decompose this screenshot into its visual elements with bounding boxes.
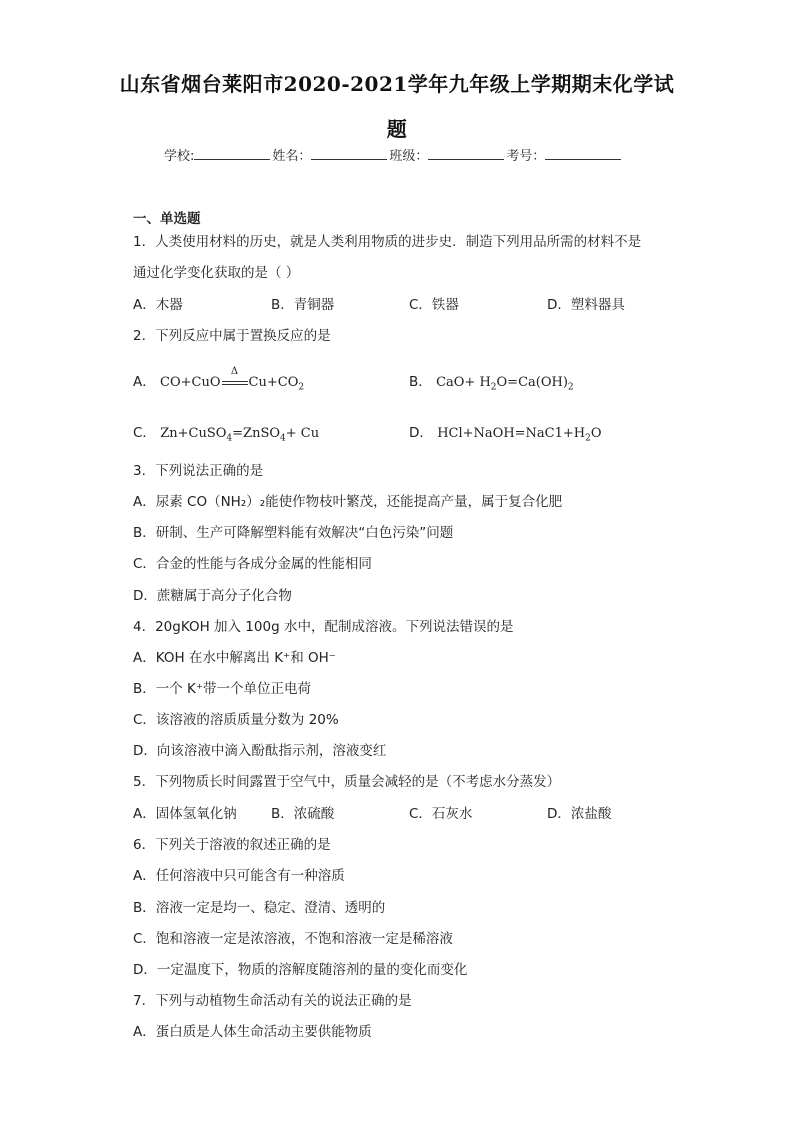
q4-option-c[interactable]: C．该溶液的溶质质量分数为 20%	[133, 712, 339, 728]
q6-stem: 6．下列关于溶液的叙述正确的是	[133, 837, 331, 853]
q2-d-formula: $HCl+NaOH=NaC1+H_2O$	[437, 426, 602, 444]
q6-option-d[interactable]: D．一定温度下，物质的溶解度随溶剂的量的变化而变化	[133, 962, 468, 978]
page-title-line1: 山东省烟台莱阳市2020-2021学年九年级上学期期末化学试	[119, 72, 675, 96]
q2-a-formula: CO+CuO Δ $Cu+CO_2$	[160, 366, 305, 393]
q2-stem: 2．下列反应中属于置换反应的是	[133, 328, 331, 344]
q6-option-c[interactable]: C．饱和溶液一定是浓溶液，不饱和溶液一定是稀溶液	[133, 931, 453, 947]
q5-option-c[interactable]: C．石灰水	[409, 806, 473, 822]
q2-c-label: C．	[133, 425, 156, 441]
number-field[interactable]	[545, 145, 621, 160]
q4-stem: 4．20gKOH 加入 100g 水中，配制成溶液。下列说法错误的是	[133, 619, 514, 635]
q2-option-c[interactable]	[133, 423, 319, 449]
q1-stem-line1: 1．人类使用材料的历史，就是人类利用物质的进步史．制造下列用品所需的材料不是	[133, 234, 642, 250]
q3-option-c[interactable]: C．合金的性能与各成分金属的性能相同	[133, 556, 372, 572]
class-field[interactable]	[428, 145, 504, 160]
q1-option-c[interactable]: C．铁器	[409, 297, 459, 313]
class-label: 班级：	[389, 149, 429, 164]
q2-b-formula: $CaO+ H_2O=Ca(OH)_2$	[436, 375, 574, 393]
name-field[interactable]	[311, 145, 387, 160]
q1-option-a[interactable]: A．木器	[133, 297, 183, 313]
section-title: 一、单选题	[133, 211, 201, 227]
q1-stem-line2: 通过化学变化获取的是（ ）	[133, 265, 300, 281]
q1-option-b[interactable]: B．青铜器	[271, 297, 335, 313]
q5-option-d[interactable]: D．浓盐酸	[547, 806, 612, 822]
q4-option-b[interactable]: B．一个 K⁺带一个单位正电荷	[133, 681, 312, 697]
q5-option-a[interactable]: A．固体氢氧化钠	[133, 806, 237, 822]
q4-option-d[interactable]: D．向该溶液中滴入酚酞指示剂，溶液变红	[133, 743, 387, 759]
q1-option-d[interactable]: D．塑料器具	[547, 297, 625, 313]
q3-option-a[interactable]: A．尿素 CO（NH₂）₂能使作物枝叶繁茂，还能提高产量，属于复合化肥	[133, 494, 563, 510]
q5-stem: 5．下列物质长时间露置于空气中，质量会减轻的是（不考虑水分蒸发）	[133, 774, 561, 790]
q4-option-a[interactable]: A．KOH 在水中解离出 K⁺和 OH⁻	[133, 650, 336, 666]
q3-stem: 3．下列说法正确的是	[133, 463, 264, 479]
q6-option-b[interactable]: B．溶液一定是均一、稳定、澄清、透明的	[133, 900, 386, 916]
q3-option-b[interactable]: B．研制、生产可降解塑料能有效解决“白色污染”问题	[133, 525, 454, 541]
q2-option-a[interactable]	[133, 366, 305, 398]
student-info-row	[164, 145, 623, 164]
q2-b-label: B．	[409, 374, 432, 390]
page-title-line2: 题	[386, 117, 408, 141]
q7-stem: 7．下列与动植物生命活动有关的说法正确的是	[133, 993, 412, 1009]
number-label: 考号：	[506, 149, 546, 164]
school-field[interactable]	[194, 145, 270, 160]
q6-option-a[interactable]: A．任何溶液中只可能含有一种溶质	[133, 868, 345, 884]
school-label: 学校:	[164, 149, 195, 164]
q2-option-d[interactable]	[409, 423, 602, 449]
q2-a-label: A．	[133, 374, 156, 390]
q5-option-b[interactable]: B．浓硫酸	[271, 806, 335, 822]
q2-option-b[interactable]	[409, 372, 574, 398]
q2-d-label: D．	[409, 425, 433, 441]
q7-option-a[interactable]: A．蛋白质是人体生命活动主要供能物质	[133, 1024, 372, 1040]
name-label: 姓名：	[272, 149, 312, 164]
q2-c-formula: Zn+CuSO$_4$=ZnSO$_4$+ Cu	[160, 426, 320, 444]
q3-option-d[interactable]: D．蔗糖属于高分子化合物	[133, 588, 292, 604]
